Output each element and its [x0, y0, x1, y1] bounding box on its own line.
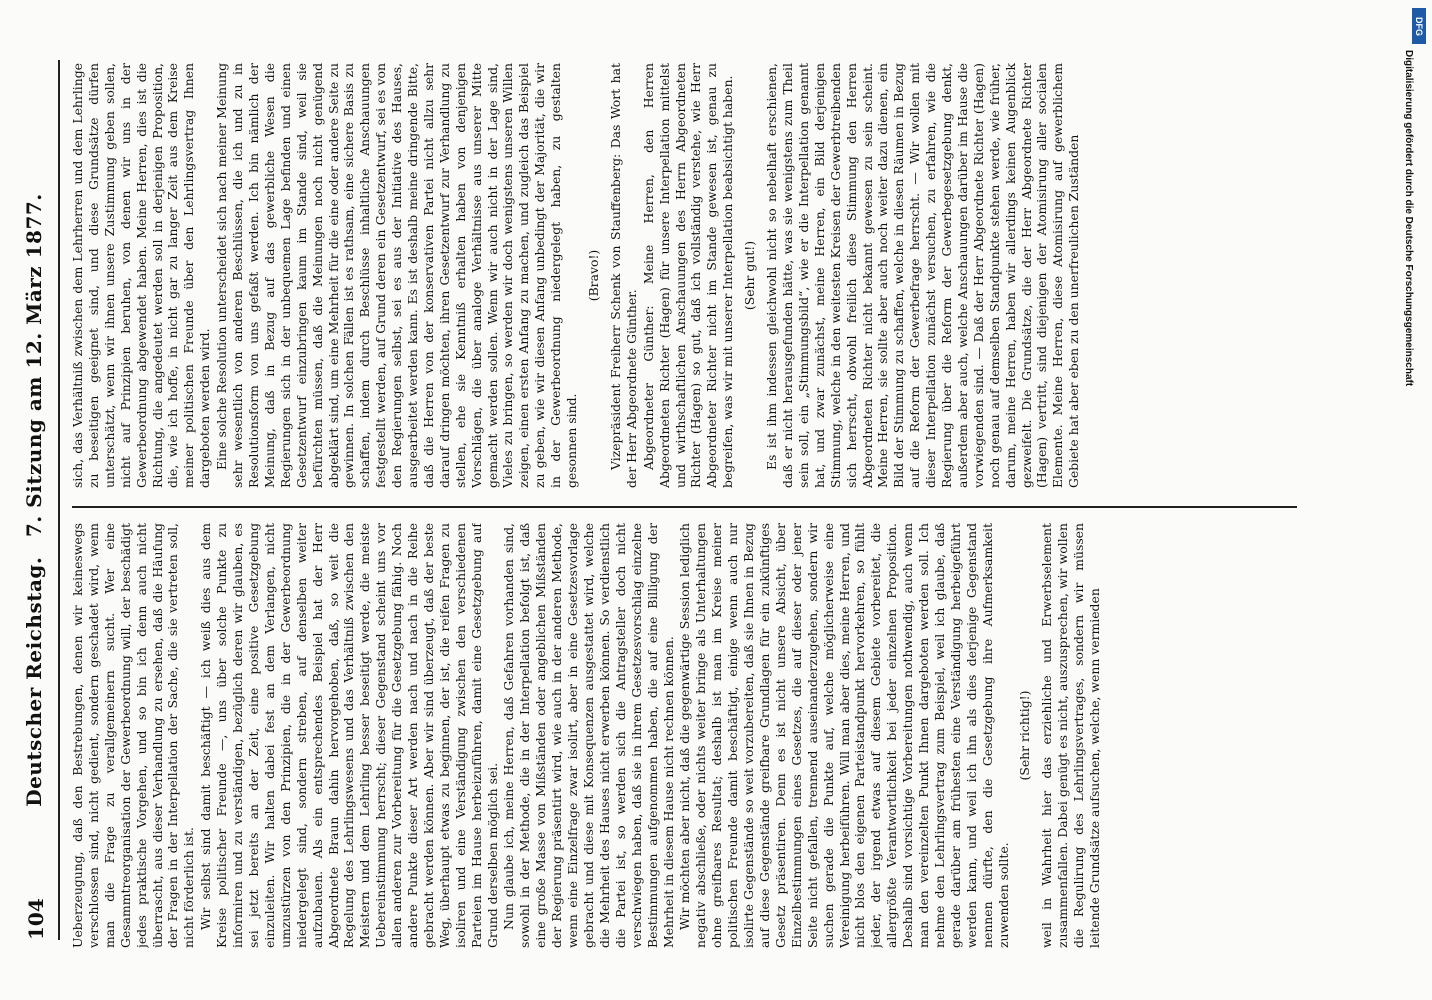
paragraph: Eine solche Resolution unterscheidet sich nach meiner Meinung sehr wesentlich von anderen Beschlüssen, die ich und zu in Resolutionsform von uns gefaßt werden. Ich bin nämlich der Meinung, daß in Bezug auf das gewerbliche Wesen die Regierungen sich in der unbequemen Lage befinden und einen Gesetzentwurf einzubringen kaum im Stande sind, weil sie befürchten müssen, daß die Meinungen noch nicht genügend abgeklärt sind, um eine Mehrheit für die eine oder andere Seite zu gewinnen. In solchen Fällen ist es rathsam, eine sichere Basis zu schaffen, indem durch Beschlüsse inhaltliche Anschauungen festgestellt werden, auf Grund deren ein Gesetzentwurf, sei es von den Regierungen selbst, sei es aus der Initiative des Hauses, ausgearbeitet werden kann. Es ist deshalb meine dringende Bitte, daß die Herren von der konservativen Partei nicht allzu sehr darauf dringen möchten, ihren Gesetzentwurf zur Verhandlung zu stellen, ehe sie Kenntniß erhalten haben von denjenigen Vorschlägen, die über analoge Verhältnisse aus unserer Mitte gemacht werden sollen. Wenn wir auch nicht in der Lage sind, Vieles zu bringen, so werden wir doch wenigstens unseren Willen zeigen, einen ersten Anfang zu machen, und zugleich das Beispiel zu geben, wie wir diesen Anfang unbedingt der Majorität, die wir in der Gewerbeordnung niedergelegt haben, zu gestalten gesonnen sind.	[214, 63, 580, 488]
header-title	[22, 60, 46, 940]
page-header	[18, 60, 60, 940]
interjection: (Sehr richtig!)	[1017, 690, 1033, 781]
paragraph: Ueberzeugung, daß den Bestrebungen, denen wir keineswegs verschlossen sind, nicht gedient, sondern geschadet wird, wenn man die Frage zu verallgemeinern sucht. Wer eine Gesammtreorganisation der Gewerbeordnung will, der beschädigt jedes praktische Vorgehen, und so bin ich denn auch nicht überrascht, aus dieser Verhandlung zu ersehen, daß die Häufung der Fragen in der Interpellation der Sache, die sie vertreten soll, nicht förderlich ist.	[70, 523, 197, 948]
speaker-paragraph: Vizepräsident Freiherr Schenk von Stauffenberg: Das Wort hat der Herr Abgeordnete Günther.	[607, 63, 639, 488]
digitization-credit: Digitalisierung gefördert durch die Deutsche Forschungsgemeinschaft	[1403, 50, 1414, 387]
paragraph: weil in Wahrheit hier das erziehliche und Erwerbselement zusammenfallen. Dabei genügt es nicht, auszusprechen, wir wollen die Regulirung des Lehrlingsvertrages, sondern wir müssen leitende Grundsätze aufsuchen, welche, wenn vermieden	[1039, 523, 1103, 948]
session-title: 7. Sitzung am 12. März 1877.	[22, 193, 46, 538]
paragraph: Wir möchten aber nicht, daß die gegenwärtige Session lediglich negativ abschließe, oder nichts weiter bringe als Unterhaltungen ohne greifbares Resultat; deshalb ist man im Kreise meiner politischen Freunde damit beschäftigt, einige wenn auch nur isolirte Gegenstände so weit vorzubereiten, daß sie Ihnen in Bezug auf diese Gegenstände greifbare Grundlagen für ein zukünftiges Gesetz präsentiren. Denn es ist nicht unsere Absicht, über Einzelbestimmungen eines Gesetzes, die auf dieser oder jener Seite nicht gefallen, trennend auseinanderzugehen, sondern wir suchen gerade die Punkte auf, welche möglicherweise eine Vereinigung herbeiführen. Will man aber dies, meine Herren, und nicht blos den eigenen Parteistandpunkt hervorkehren, so fühlt jeder, der irgend etwas auf diesem Gebiete vorbereitet, die allergrößte Verantwortlichkeit bei jeder einzelnen Proposition. Deshalb sind vorsichtige Vorbereitungen nothwendig, auch wenn man den vereinzelten Punkt Ihnen dargeboten werden soll. Ich nehme den Lehrlingsvertrag zum Beispiel, weil ich glaube, daß gerade darüber am frühesten eine Verständigung herbeigeführt werden kann, und weil ich ihn als dies derjenige Gegenstand nennen dürfte, den die Gesetzgebung ihre Aufmerksamkeit zuwenden sollte.	[677, 523, 1011, 948]
paragraph: Es ist ihm indessen gleichwohl nicht so nebelhaft erschienen, daß er nicht herausgefunden hätte, was sie wenigstens zum Theil sein soll, ein „Stimmungsbild“, wie er die Interpellation genannt hat, und zwar zunächst, meine Herren, ein Bild derjenigen Stimmung, welche in den weitesten Kreisen der Gewerbtreibenden sich herrscht, obwohl freilich diese Stimmung den Herren Abgeordneten Richter nicht bekannt gewesen zu sein scheint. Meine Herren, sie sollte aber auch noch weiter dazu dienen, ein Bild der Stimmung zu schaffen, welche in diesen Räumen in Bezug auf die Reform der Gewerbefrage herrscht. — Wir wollen mit dieser Interpellation zunächst versuchen, zu erfahren, wie die Regierung über die Reform der Gewerbegesetzgebung denkt, außerdem aber auch, welche Anschauungen darüber im Hause die vorwiegenden sind. — Daß der Herr Abgeordnete Richter (Hagen) noch genau auf demselben Standpunkte stehen werde, wie früher, darum, meine Herren, haben wir allerdings keinen Augenblick gezweifelt. Die Grundsätze, die der Herr Abgeordnete Richter (Hagen) vertritt, sind diejenigen der Atomisirung aller socialen Elemente. Meine Herren, diese Atomisirung auf gewerblichem Gebiete hat aber eben zu den unerfreulichen Zuständen	[764, 63, 1082, 488]
page-number: 104	[24, 898, 48, 940]
dfg-logo: DFG	[1412, 8, 1426, 44]
right-column	[70, 63, 1300, 488]
paragraph: sich, das Verhältniß zwischen dem Lehrherren und dem Lehrlinge zu beseitigen geeignet sind, und diese Grundsätze dürfen unterschätzt, wenn wir ihnen unsere Zustimmung geben sollen, nicht auf Prinzipien beruhen, von denen wir uns in der Gewerbeordnung abgewendet haben. Meine Herren, dies ist die Richtung, die angedeutet werden soll in derjenigen Proposition, die, wie ich hoffe, in nicht gar zu langer Zeit aus dem Kreise meiner politischen Freunde über den Lehrlingsvertrag Ihnen dargeboten werden wird.	[70, 63, 213, 488]
speaker-paragraph: Abgeordneter Günther: Meine Herren, den Herren Abgeordneten Richter (Hagen) für unsere Interpellation mittelst und wirthschaftlichen Anschauungen des Herrn Abgeordneten Richter (Hagen) so gut, daß ich vollständig verstehe, wie Herr Abgeordneter Richter nicht im Stande gewesen ist, genau zu begreifen, was wir mit unserer Interpellation beabsichtigt haben.	[640, 63, 736, 488]
dfg-watermark	[1392, 8, 1426, 728]
publication-title: Deutscher Reichstag.	[22, 556, 46, 807]
paragraph: Wir selbst sind damit beschäftigt — ich weiß dies aus dem Kreise politischer Freunde —, uns über solche Punkte zu informiren und zu verständigen, bezüglich deren wir glauben, es sei jetzt bereits an der Zeit, eine positive Gesetzgebung einzuleiten. Wir halten dabei fest an dem Verlangen, nicht umzustürzen von den Prinzipien, die in der Gewerbeordnung niedergelegt sind, sondern streben, auf denselben weiter aufzubauen. Als ein entsprechendes Beispiel hat der Herr Abgeordnete Braun dahin hervorgehoben, daß, so weit die Regelung des Lehrlingswesens und das Verhältniß zwischen den Meistern und dem Lehrling besser beseitigt werde, die meiste Uebereinstimmung herrscht; dieser Gegenstand scheint uns vor allen anderen zur Vorbereitung für die Gesetzgebung fähig. Noch andere Punkte dieser Art werden nach und nach in die Reihe gebracht werden können. Aber wir sind überzeugt, daß der beste Weg, überhaupt etwas zu beginnen, der ist, die reifen Fragen zu isoliren und eine Verständigung zwischen den verschiedenen Parteien im Hause herbeizuführen, damit eine Gesetzgebung auf Grund derselben möglich sei.	[198, 523, 500, 948]
interjection: (Sehr gut!)	[742, 240, 758, 311]
paragraph: Nun glaube ich, meine Herren, daß Gefahren vorhanden sind, sowohl in der Methode, die in der Interpellation befolgt ist, daß eine große Masse von Mißständen oder angeblichen Mißständen der Regierung präsentirt wird, wie auch in der anderen Methode, wenn eine Einzelfrage zwar isolirt, aber in eine Gesetzesvorlage gebracht und diese mit Konsequenzen ausgestattet wird, welche die Mehrheit des Hauses nicht erwerben können. So verdienstlich die Partei ist, so werden sich die Antragsteller doch nicht verschwiegen haben, daß sie in ihrem Gesetzesvorschlag einzelne Bestimmungen aufgenommen haben, die auf eine Billigung der Mehrheit in diesem Hause nicht rechnen können.	[501, 523, 676, 948]
left-column	[70, 523, 1300, 948]
column-divider	[72, 506, 1297, 508]
interjection: (Bravo!)	[586, 249, 601, 302]
